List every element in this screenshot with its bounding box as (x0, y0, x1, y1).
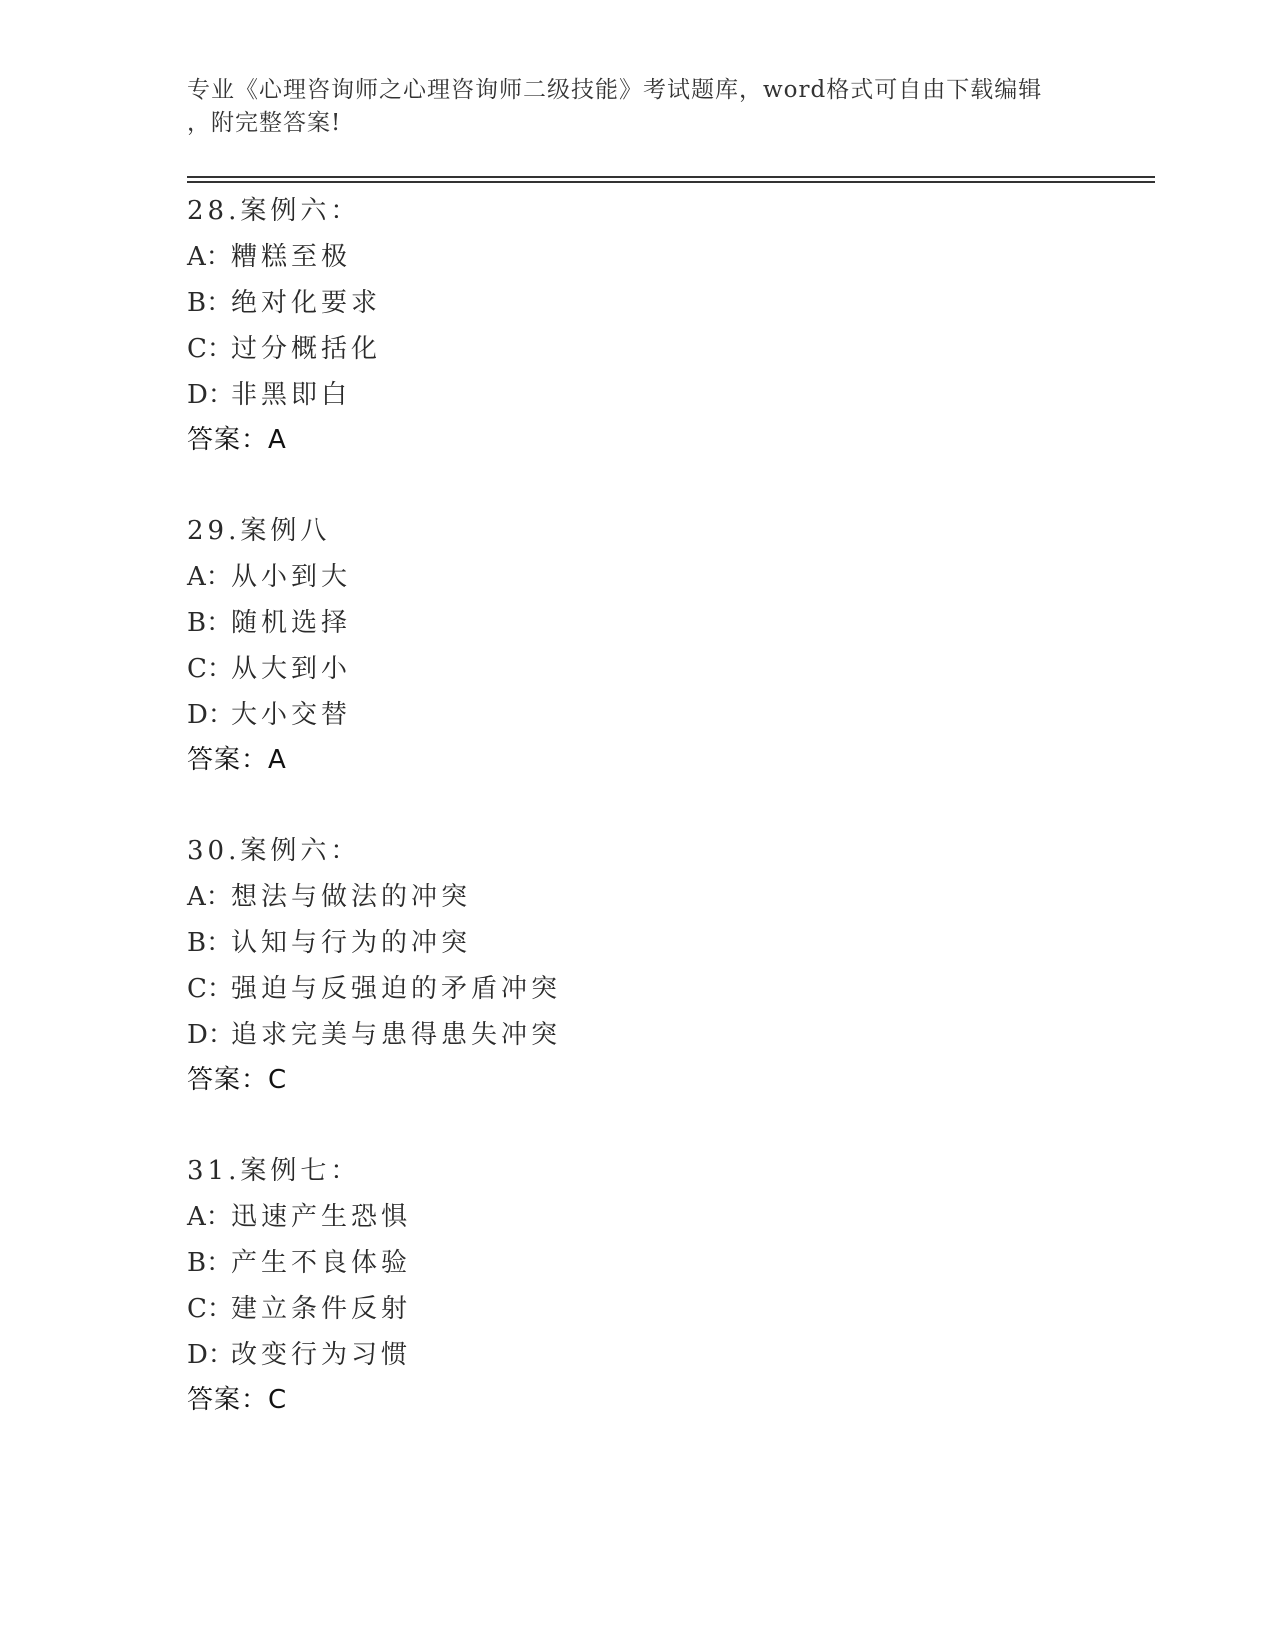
header-double-rule (187, 176, 1155, 183)
option-text: 建立条件反射 (231, 1294, 412, 1324)
question-title: 31.案例七： (187, 1156, 361, 1186)
option-text: 绝对化要求 (231, 288, 382, 318)
option-label: B： (187, 1248, 233, 1278)
option-text: 从小到大 (231, 562, 352, 592)
option-a (187, 874, 1147, 920)
document-header (187, 74, 1087, 140)
option-label: D： (187, 1020, 234, 1050)
option-b (187, 280, 1147, 326)
option-label: B： (187, 928, 233, 958)
header-title-continuation: ，附完整答案! (187, 110, 342, 136)
option-c (187, 646, 1147, 692)
option-a (187, 554, 1147, 600)
option-text: 想法与做法的冲突 (231, 882, 472, 912)
option-text: 产生不良体验 (231, 1248, 412, 1278)
option-b (187, 600, 1147, 646)
option-text: 随机选择 (231, 608, 352, 638)
option-text: 追求完美与患得患失冲突 (231, 1020, 562, 1050)
option-label: A： (187, 1202, 232, 1232)
option-d (187, 1332, 1147, 1378)
question-31 (187, 1148, 1147, 1468)
option-label: B： (187, 608, 233, 638)
option-a (187, 234, 1147, 280)
option-label: D： (187, 1340, 234, 1370)
option-c (187, 966, 1147, 1012)
option-a (187, 1194, 1147, 1240)
option-label: C： (187, 334, 233, 364)
question-title: 30.案例六： (187, 836, 361, 866)
option-c (187, 1286, 1147, 1332)
question-28 (187, 188, 1147, 508)
option-b (187, 920, 1147, 966)
answer-line: 答案：A (187, 425, 287, 455)
header-title-line: 专业《心理咨询师之心理咨询师二级技能》考试题库，word格式可自由下载编辑 (187, 77, 1043, 103)
option-text: 过分概括化 (231, 334, 382, 364)
option-b (187, 1240, 1147, 1286)
option-text: 从大到小 (231, 654, 352, 684)
option-text: 改变行为习惯 (231, 1340, 412, 1370)
option-label: A： (187, 242, 232, 272)
option-label: A： (187, 882, 232, 912)
option-text: 认知与行为的冲突 (231, 928, 472, 958)
option-text: 迅速产生恐惧 (231, 1202, 412, 1232)
option-text: 糟糕至极 (231, 242, 352, 272)
answer-line: 答案：C (187, 1065, 288, 1095)
option-label: C： (187, 654, 233, 684)
question-list (187, 188, 1147, 1468)
option-text: 强迫与反强迫的矛盾冲突 (231, 974, 562, 1004)
option-label: D： (187, 380, 234, 410)
option-c (187, 326, 1147, 372)
option-label: C： (187, 1294, 233, 1324)
question-29 (187, 508, 1147, 828)
option-text: 非黑即白 (231, 380, 352, 410)
option-d (187, 1012, 1147, 1058)
option-label: D： (187, 700, 234, 730)
answer-line: 答案：C (187, 1385, 288, 1415)
option-label: B： (187, 288, 233, 318)
question-title: 28.案例六： (187, 196, 361, 226)
option-label: C： (187, 974, 233, 1004)
question-title: 29.案例八 (187, 516, 331, 546)
question-30 (187, 828, 1147, 1148)
option-label: A： (187, 562, 232, 592)
rule-line-bottom (187, 181, 1155, 183)
option-d (187, 372, 1147, 418)
option-d (187, 692, 1147, 738)
answer-line: 答案：A (187, 745, 287, 775)
option-text: 大小交替 (231, 700, 352, 730)
rule-line-top (187, 176, 1155, 178)
